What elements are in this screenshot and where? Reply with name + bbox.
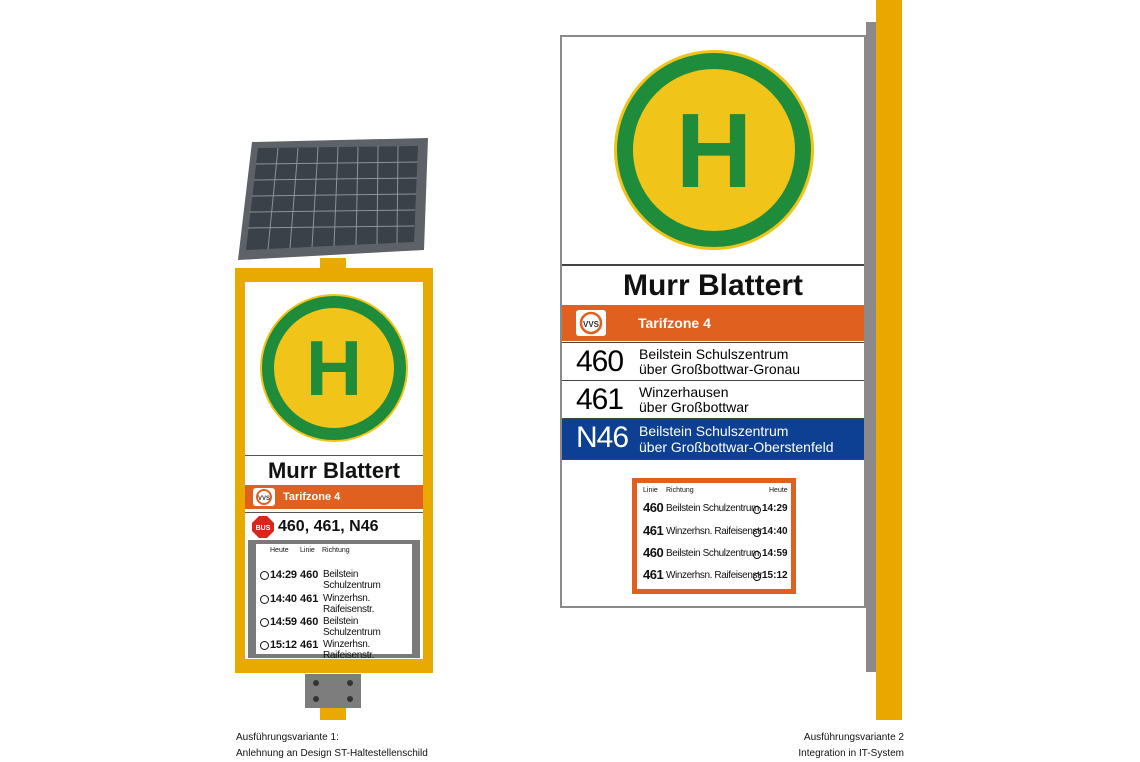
header-line: Linie — [300, 547, 315, 554]
solar-panel — [238, 138, 428, 260]
lines-row — [245, 512, 423, 538]
route-destination: Beilstein Schulszentrum — [639, 346, 789, 362]
departure-time: 14:29 — [270, 569, 297, 581]
departure-line: 461 — [300, 639, 319, 651]
caption-subtitle: Anlehnung an Design ST-Haltestellenschild — [236, 748, 428, 759]
tarifzone-label: Tarifzone 4 — [638, 315, 711, 331]
departure-row — [256, 634, 412, 661]
mounting-bracket — [305, 674, 361, 708]
clock-icon — [260, 641, 269, 650]
departure-direction: Beilstein Schulzentrum — [666, 503, 759, 514]
header-direction: Richtung — [666, 487, 694, 494]
departure-direction: Winzerhsn. Raifeisenstr. — [666, 526, 765, 537]
caption-title: Ausführungsvariante 2 — [803, 732, 904, 743]
route-destination: Winzerhausen — [639, 384, 729, 400]
clock-icon — [753, 573, 761, 581]
svg-text:VVS: VVS — [582, 320, 600, 329]
stop-name: Murr Blattert — [562, 264, 864, 306]
clock-icon — [260, 571, 269, 580]
route-number: 460 — [576, 345, 624, 378]
tarifzone-bar — [245, 485, 423, 509]
vvs-logo-icon — [576, 310, 606, 336]
divider — [562, 459, 864, 460]
route-row-night — [562, 418, 864, 459]
departure-time: 14:40 — [270, 593, 297, 605]
clock-icon — [753, 529, 761, 537]
caption-subtitle: Integration in IT-System — [798, 748, 904, 759]
departure-time: 14:59 — [762, 548, 788, 559]
departure-display-screen — [637, 483, 791, 589]
haltestelle-h-logo — [612, 48, 816, 252]
bus-stop-icon — [252, 516, 274, 538]
departure-line: 460 — [643, 545, 664, 560]
departure-line: 460 — [643, 500, 664, 515]
departure-direction: Winzerhsn. Raifeisenstr. — [323, 593, 375, 615]
departure-direction: Beilstein Schulzentrum — [666, 548, 759, 559]
departure-time: 15:12 — [762, 570, 788, 581]
sign2-bracket — [866, 22, 876, 672]
clock-icon — [753, 506, 761, 514]
departure-row — [256, 611, 412, 638]
departure-time: 14:29 — [762, 503, 788, 514]
vvs-logo-icon — [253, 488, 275, 506]
route-row — [562, 380, 864, 417]
departure-display — [632, 478, 796, 594]
haltestelle-h-logo — [258, 292, 410, 444]
departure-line: 461 — [643, 523, 664, 538]
route-via: über Großbottwar-Gronau — [639, 361, 801, 377]
departure-display-screen — [256, 544, 412, 661]
departure-line: 460 — [300, 569, 319, 581]
h-symbol: H — [305, 324, 363, 412]
stop-name: Murr Blattert — [245, 455, 423, 484]
departure-direction: Winzerhsn. Raifeisenstr. — [323, 639, 375, 661]
departure-direction: Beilstein Schulzentrum — [323, 616, 381, 638]
route-number: 461 — [576, 383, 624, 416]
departure-time: 14:40 — [762, 526, 788, 537]
svg-text:BUS: BUS — [255, 525, 271, 532]
lines-label: 460, 461, N46 — [278, 518, 379, 535]
h-symbol: H — [675, 92, 753, 210]
caption-variant2 — [782, 730, 904, 762]
route-destination: Beilstein Schulszentrum — [639, 423, 789, 439]
departure-time: 14:59 — [270, 616, 297, 628]
departure-display — [248, 540, 420, 661]
clock-icon — [260, 618, 269, 627]
header-time: Heute — [270, 547, 289, 554]
header-line: Linie — [643, 487, 658, 494]
svg-text:VVS: VVS — [257, 496, 271, 502]
clock-icon — [260, 595, 269, 604]
departure-row — [637, 564, 791, 586]
route-via: über Großbottwar-Oberstenfeld — [639, 439, 834, 455]
departure-direction: Winzerhsn. Raifeisenstr. — [666, 570, 765, 581]
departure-row — [637, 542, 791, 564]
caption-title: Ausführungsvariante 1: — [236, 732, 339, 743]
departure-row — [256, 588, 412, 615]
departure-row — [637, 497, 791, 519]
departure-time: 15:12 — [270, 639, 297, 651]
departure-row — [637, 520, 791, 542]
sign1-pole — [320, 708, 346, 720]
departure-line: 461 — [643, 567, 664, 582]
clock-icon — [753, 551, 761, 559]
departure-direction: Beilstein Schulzentrum — [323, 569, 381, 591]
header-time: Heute — [769, 487, 788, 494]
tarifzone-label: Tarifzone 4 — [283, 491, 341, 503]
caption-variant1 — [236, 730, 428, 762]
sign2-pole — [876, 0, 902, 720]
departure-line: 460 — [300, 616, 319, 628]
route-number: N46 — [576, 421, 629, 454]
route-via: über Großbottwar — [639, 399, 749, 415]
departure-row — [256, 564, 412, 591]
route-row — [562, 342, 864, 379]
tarifzone-bar — [562, 305, 864, 341]
departure-line: 461 — [300, 593, 319, 605]
header-direction: Richtung — [322, 547, 350, 554]
